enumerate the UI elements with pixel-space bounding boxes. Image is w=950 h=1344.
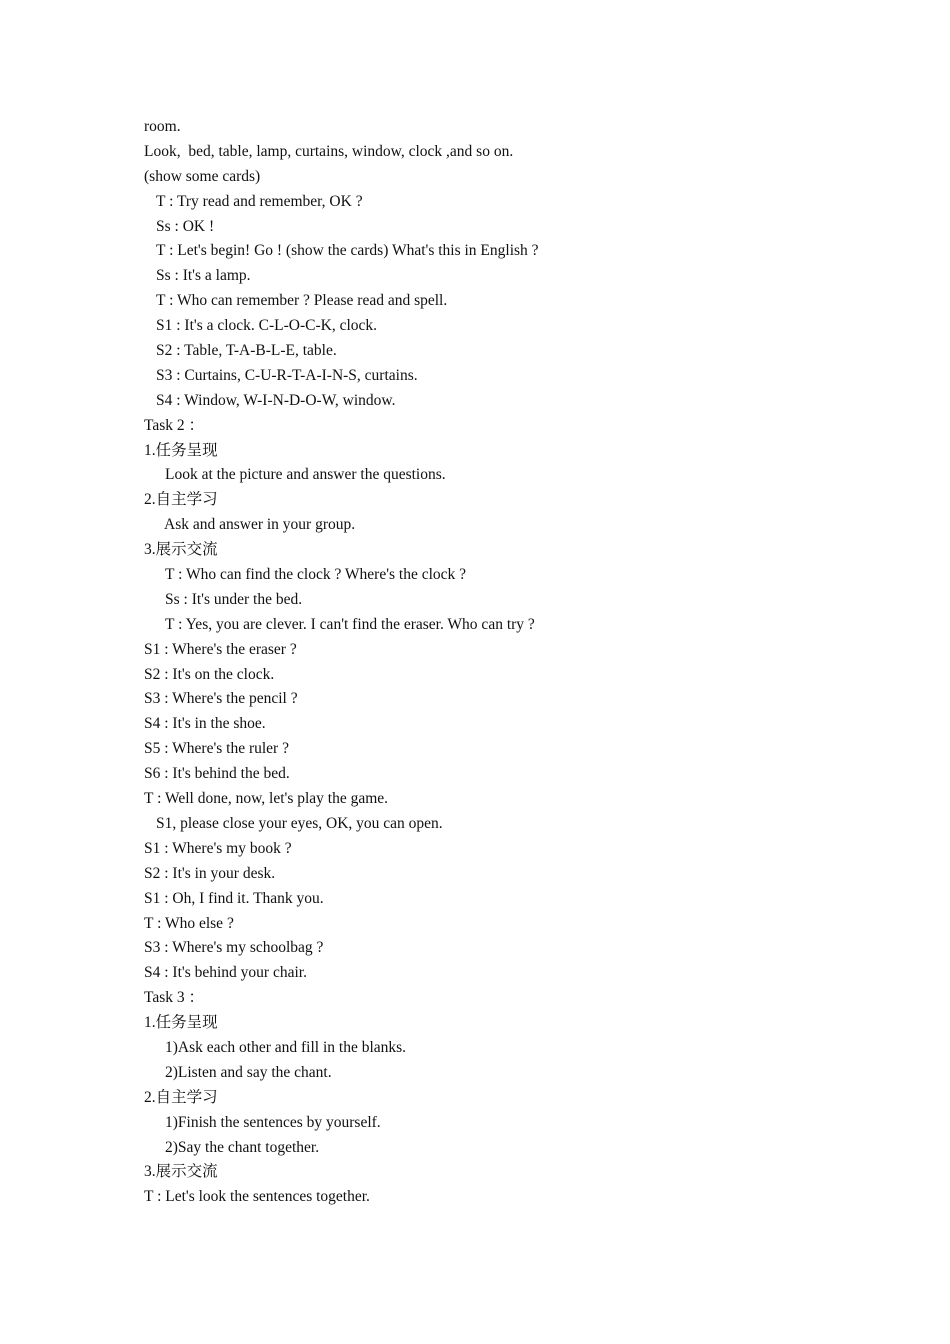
text-line: 2.自主学习	[144, 491, 218, 509]
text-line: (show some cards)	[144, 167, 261, 185]
text-line: Look at the picture and answer the questions.	[165, 466, 446, 484]
text-line: T : Well done, now, let's play the game.	[144, 790, 389, 808]
text-line: S1 : It's a clock. C-L-O-C-K, clock.	[156, 317, 378, 335]
text-line: T : Try read and remember, OK ?	[156, 192, 363, 210]
text-line: 3.展示交流	[144, 541, 218, 559]
text-line: Ask and answer in your group.	[164, 516, 356, 534]
text-line: S3 : Where's the pencil ?	[144, 690, 298, 708]
text-line: 2.自主学习	[144, 1088, 218, 1106]
text-line: S4 : It's behind your chair.	[144, 964, 307, 982]
text-line: Task 2 ：	[144, 416, 205, 434]
text-line: Task 3 ：	[144, 989, 205, 1007]
text-line: S3 : Curtains, C-U-R-T-A-I-N-S, curtains.	[156, 366, 418, 384]
document-body	[144, 115, 864, 1210]
text-line: S1 : Oh, I find it. Thank you.	[144, 889, 324, 907]
text-line: T : Yes, you are clever. I can't find the eraser. Who can try ?	[165, 615, 535, 633]
text-line: S2 : It's in your desk.	[144, 864, 276, 882]
text-line: T : Let's look the sentences together.	[144, 1188, 370, 1206]
text-line: 1.任务呈现	[144, 441, 218, 459]
text-line: Look, bed, table, lamp, curtains, window, clock ,and so on.	[144, 142, 514, 160]
text-line: 1.任务呈现	[144, 1014, 218, 1032]
text-line: T : Who else ?	[144, 914, 234, 932]
text-line: S6 : It's behind the bed.	[144, 765, 290, 783]
text-line: 2)Say the chant together.	[165, 1138, 320, 1156]
text-line: S5 : Where's the ruler ?	[144, 740, 289, 758]
text-line: Ss : It's a lamp.	[156, 267, 251, 285]
text-line: S1 : Where's the eraser ?	[144, 640, 297, 658]
text-line: S4 : Window, W-I-N-D-O-W, window.	[156, 391, 396, 409]
text-line: room.	[144, 118, 181, 135]
text-line: S2 : Table, T-A-B-L-E, table.	[156, 342, 337, 360]
text-line: 1)Finish the sentences by yourself.	[165, 1113, 381, 1131]
text-line: S3 : Where's my schoolbag ?	[144, 939, 324, 957]
text-line: T : Who can remember ? Please read and spell.	[156, 292, 448, 310]
text-line: S1, please close your eyes, OK, you can open.	[156, 814, 443, 832]
text-line: Ss : OK !	[156, 217, 215, 235]
text-line: Ss : It's under the bed.	[165, 590, 303, 608]
text-line: S2 : It's on the clock.	[144, 665, 275, 683]
text-line: 1)Ask each other and fill in the blanks.	[165, 1038, 407, 1056]
text-line: T : Who can find the clock ? Where's the clock ?	[165, 566, 467, 584]
text-line: 2)Listen and say the chant.	[165, 1063, 332, 1081]
text-line: T : Let's begin! Go ! (show the cards) What's this in English ?	[156, 242, 539, 260]
text-line: S4 : It's in the shoe.	[144, 715, 266, 733]
text-line: S1 : Where's my book ?	[144, 839, 292, 857]
text-line: 3.展示交流	[144, 1163, 218, 1181]
